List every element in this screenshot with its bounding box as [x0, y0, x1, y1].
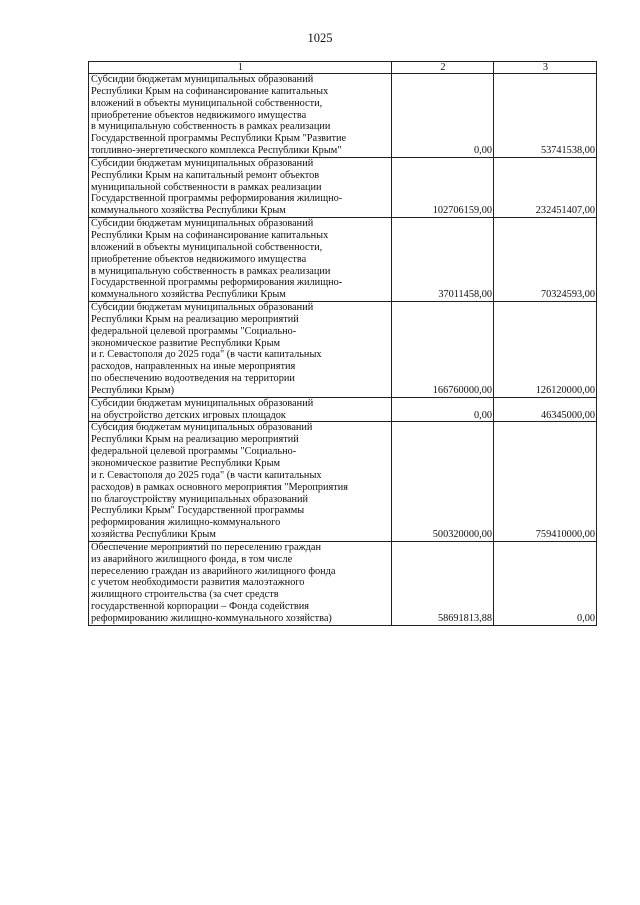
budget-table [88, 61, 597, 626]
table-row [89, 422, 597, 541]
table-row [89, 302, 597, 398]
row-value-col3: 232451407,00 [494, 157, 597, 217]
column-header-3: 3 [494, 62, 597, 74]
row-value-col2: 37011458,00 [392, 218, 494, 302]
row-value-col3: 126120000,00 [494, 302, 597, 398]
row-value-col3: 759410000,00 [494, 422, 597, 541]
row-name: Субсидии бюджетам муниципальных образований Республики Крым на капитальный ремонт объектов муниципальной собственности в рамках реализации Государственной программы реформирования жилищно- коммунального хозяйства Республики Крым [89, 157, 392, 217]
row-name: Субсидия бюджетам муниципальных образований Республики Крым на реализацию мероприятий федеральной целевой программы "Социально- экономическое развитие Республики Крым и г. Севастополя до 2025 года" (в части капитальных расходов) в рамках основного мероприятия "Мероприятия по благоустройству муниципальных образований Республики Крым" Государственной программы реформирования жилищно-коммунального хозяйства Республики Крым [89, 422, 392, 541]
table-row [89, 397, 597, 422]
column-header-2: 2 [392, 62, 494, 74]
row-name: Субсидии бюджетам муниципальных образований Республики Крым на софинансирование капитальных вложений в объекты муниципальной собственности, приобретение объектов недвижимого имущества в муниципальную собственность в рамках реализации Государственной программы Республики Крым "Развитие топливно-энергетического комплекса Республики Крым" [89, 74, 392, 158]
row-value-col3: 70324593,00 [494, 218, 597, 302]
row-value-col2: 166760000,00 [392, 302, 494, 398]
row-name: Обеспечение мероприятий по переселению граждан из аварийного жилищного фонда, в том числе переселению граждан из аварийного жилищного фонда с учетом необходимости развития малоэтажного жилищного строительства (за счет средств государственной корпорации – Фонда содействия реформированию жилищно-коммунального хозяйства) [89, 541, 392, 625]
page-number: 1025 [307, 31, 333, 45]
table-row [89, 74, 597, 158]
row-value-col2: 0,00 [392, 74, 494, 158]
row-value-col2: 58691813,88 [392, 541, 494, 625]
row-value-col3: 0,00 [494, 541, 597, 625]
table-row [89, 157, 597, 217]
row-value-col2: 0,00 [392, 397, 494, 422]
table-row [89, 541, 597, 625]
row-value-col2: 500320000,00 [392, 422, 494, 541]
row-name: Субсидии бюджетам муниципальных образований Республики Крым на софинансирование капитальных вложений в объекты муниципальной собственности, приобретение объектов недвижимого имущества в муниципальную собственность в рамках реализации Государственной программы реформирования жилищно- коммунального хозяйства Республики Крым [89, 218, 392, 302]
row-name: Субсидии бюджетам муниципальных образований на обустройство детских игровых площадок [89, 397, 392, 422]
table-header-row [89, 62, 597, 74]
row-value-col3: 53741538,00 [494, 74, 597, 158]
column-header-1: 1 [89, 62, 392, 74]
row-name: Субсидии бюджетам муниципальных образований Республики Крым на реализацию мероприятий федеральной целевой программы "Социально- экономическое развитие Республики Крым и г. Севастополя до 2025 года" (в части капитальных расходов, направленных на иные мероприятия по обеспечению водоотведения на территории Республики Крым) [89, 302, 392, 398]
row-value-col3: 46345000,00 [494, 397, 597, 422]
table-row [89, 218, 597, 302]
row-value-col2: 102706159,00 [392, 157, 494, 217]
